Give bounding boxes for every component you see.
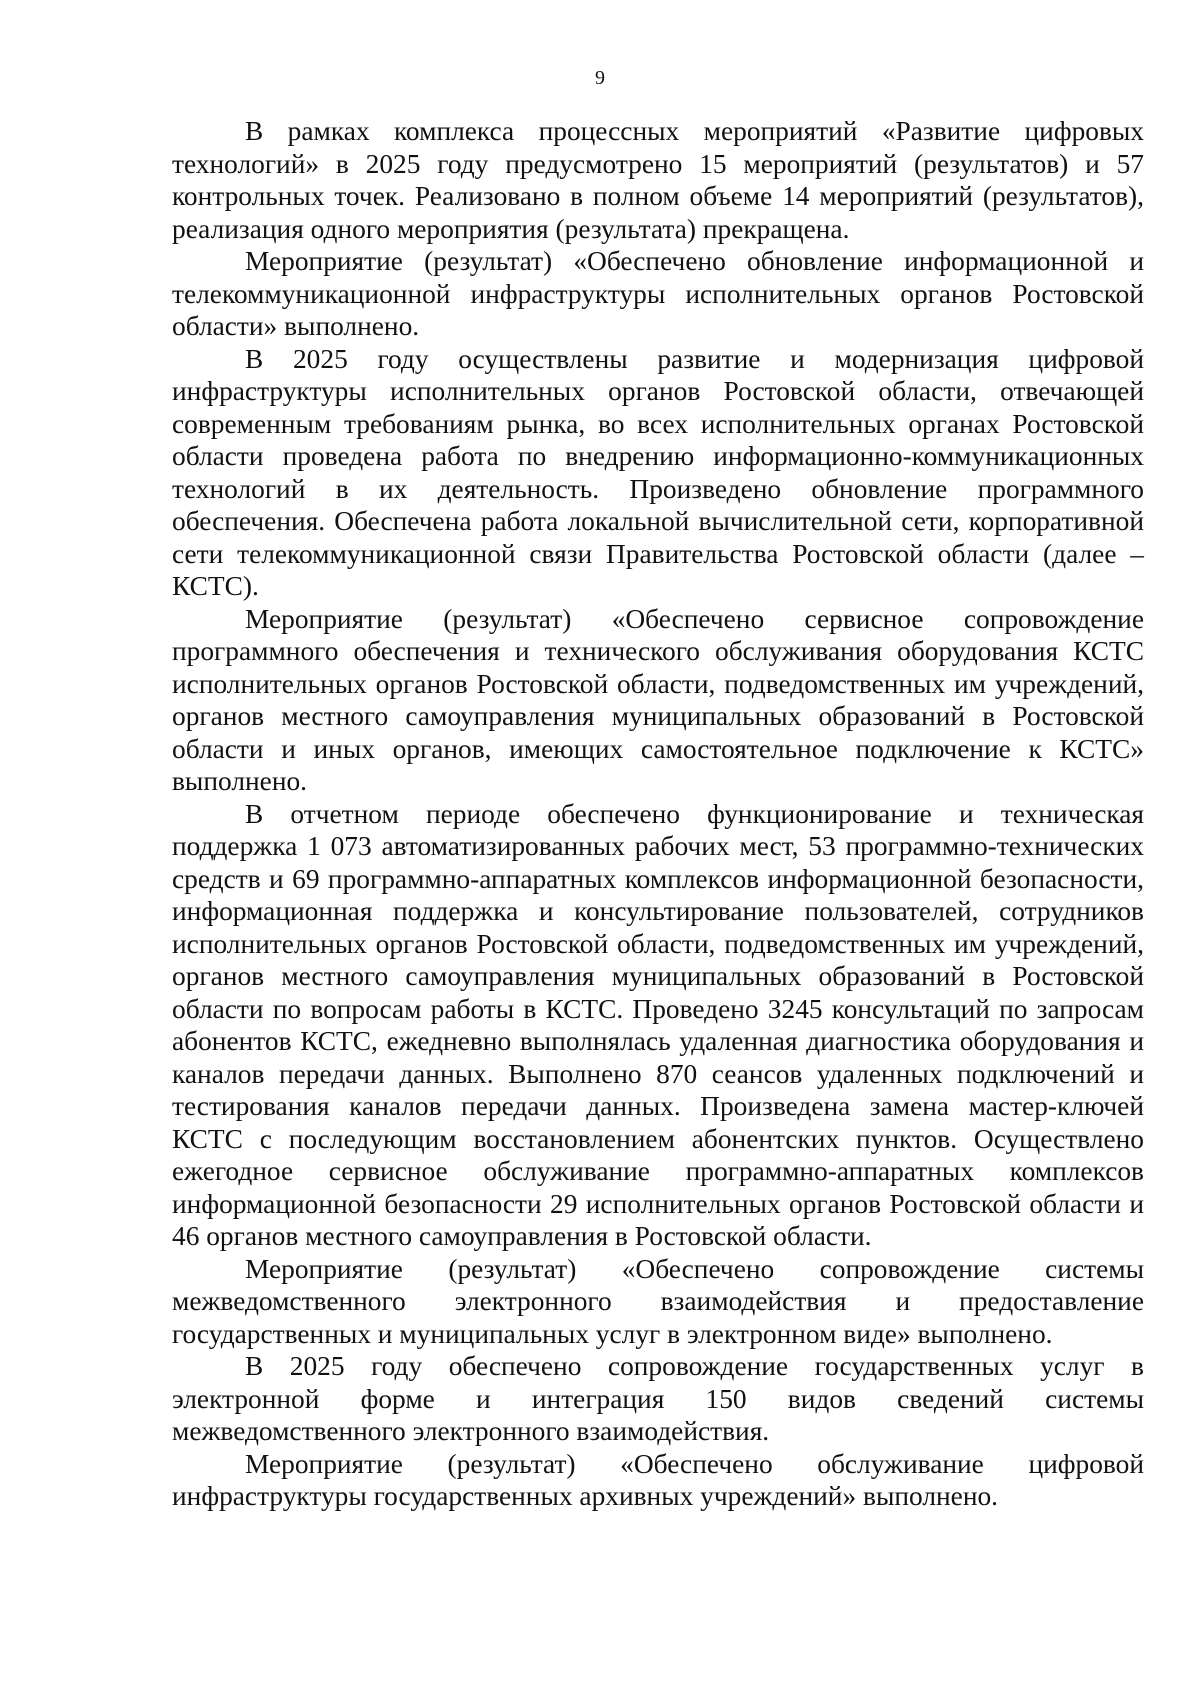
paragraph-digital-tech-summary: В рамках комплекса процессных мероприятий «Развитие цифровых технологий» в 2025 году предусмотрено 15 мероприятий (результатов) и 57 контрольных точек. Реализовано в полном объеме 14 мероприятий (результатов), реализация одного мероприятия (результата) прекращена. <box>172 116 1144 244</box>
document-body <box>172 115 1144 1513</box>
paragraph-electronic-services: В 2025 году обеспечено сопровождение государственных услуг в электронной форме и интеграция 150 видов сведений системы межведомственного электронного взаимодействия. <box>172 1351 1144 1446</box>
paragraph-kstc-service-result: Мероприятие (результат) «Обеспечено сервисное сопровождение программного обеспечения и технического обслуживания оборудования КСТС исполнительных органов Ростовской области, подведомственных им учреждений, органов местного самоуправления муниципальных образований в Ростовской области и иных органов, имеющих самостоятельное подключение к КСТС» выполнено. <box>172 603 1144 796</box>
paragraph-interagency-system-result: Мероприятие (результат) «Обеспечено сопровождение системы межведомственного электронного взаимодействия и предоставление государственных и муниципальных услуг в электронном виде» выполнено. <box>172 1253 1144 1349</box>
paragraph-kstc-support-details: В отчетном периоде обеспечено функционирование и техническая поддержка 1 073 автоматизированных рабочих мест, 53 программно-технических средств и 69 программно-аппаратных комплексов информационной безопасности, информационная поддержка и консультирование пользователей, сотрудников исполнительных органов Ростовской области, подведомственных им учреждений, органов местного самоуправления муниципальных образований в Ростовской области по вопросам работы в КСТС. Проведено 3245 консультаций по запросам абонентов КСТС, ежедневно выполнялась удаленная диагностика оборудования и каналов передачи данных. Выполнено 870 сеансов удаленных подключений и тестирования каналов передачи данных. Произведена замена мастер-ключей КСТС с последующим восстановлением абонентских пунктов. Осуществлено ежегодное сервисное обслуживание программно-аппаратных комплексов информационной безопасности 29 исполнительных органов Ростовской области и 46 органов местного самоуправления в Ростовской области. <box>172 798 1144 1251</box>
page-number: 9 <box>595 67 605 89</box>
paragraph-infrastructure-modernization: В 2025 году осуществлены развитие и модернизация цифровой инфраструктуры исполнительных органов Ростовской области, отвечающей современным требованиям рынка, во всех исполнительных органах Ростовской области проведена работа по внедрению информационно-коммуникационных технологий в их деятельность. Произведено обновление программного обеспечения. Обеспечена работа локальной вычислительной сети, корпоративной сети телекоммуникационной связи Правительства Ростовской области (далее – КСТС). <box>172 343 1144 601</box>
paragraph-infrastructure-update-result: Мероприятие (результат) «Обеспечено обновление информационной и телекоммуникационной инфраструктуры исполнительных органов Ростовской области» выполнено. <box>172 246 1144 341</box>
paragraph-archive-infrastructure-result: Мероприятие (результат) «Обеспечено обслуживание цифровой инфраструктуры государственных архивных учреждений» выполнено. <box>172 1448 1144 1511</box>
